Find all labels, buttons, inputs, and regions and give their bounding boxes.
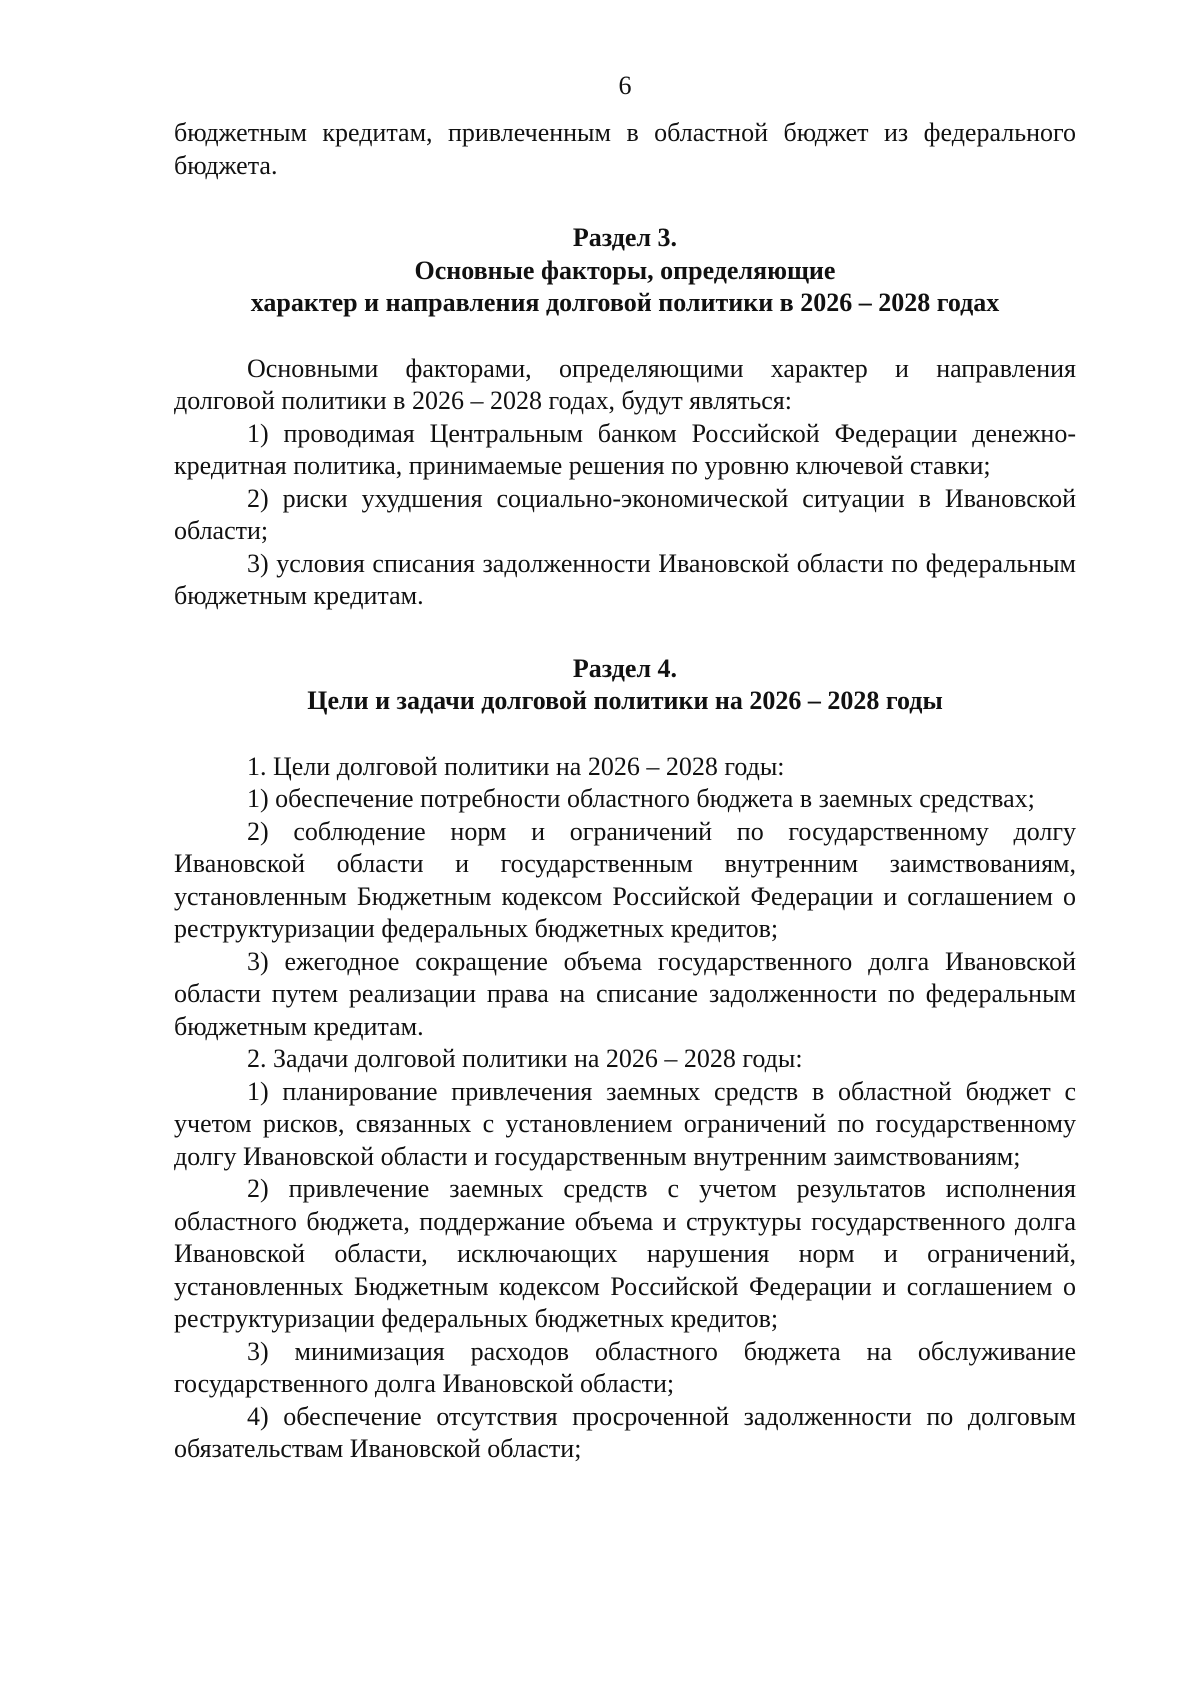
goal-item-3: 3) ежегодное сокращение объема государственного долга Ивановской области путем реализации права на списание задолженности по федеральным бюджетным кредитам. (174, 946, 1076, 1041)
section-4-title: Раздел 4. (572, 653, 678, 683)
goals-title: 1. Цели долговой политики на 2026 – 2028 годы: (247, 751, 785, 781)
section-4-heading (174, 653, 1076, 718)
section-3-item-2: 2) риски ухудшения социально-экономической ситуации в Ивановской области; (174, 483, 1076, 545)
continuation-paragraph: бюджетным кредитам, привлеченным в областной бюджет из федерального бюджета. (174, 118, 1076, 180)
section-3-intro: Основными факторами, определяющими характер и направления долговой политики в 2026 – 2028 годах, будут являться: (174, 353, 1076, 415)
goal-item-2: 2) соблюдение норм и ограничений по государственному долгу Ивановской области и государственным внутренним заимствованиям, установленным Бюджетным кодексом Российской Федерации и соглашением о реструктуризации федеральных бюджетных кредитов; (174, 816, 1076, 943)
page-number: 6 (618, 71, 632, 100)
tasks-title: 2. Задачи долговой политики на 2026 – 2028 годы: (247, 1044, 803, 1073)
task-item-1: 1) планирование привлечения заемных средств в областной бюджет с учетом рисков, связанных с установлением ограничений по государственному долгу Ивановской области и государственным внутренним заимствованиям; (174, 1076, 1076, 1171)
section-3-heading-line-2: характер и направления долговой политики в 2026 – 2028 годах (250, 288, 1000, 317)
section-3-heading (174, 222, 1076, 320)
task-item-4: 4) обеспечение отсутствия просроченной задолженности по долговым обязательствам Ивановской области; (174, 1401, 1076, 1463)
section-3-item-3: 3) условия списания задолженности Ивановской области по федеральным бюджетным кредитам. (174, 548, 1076, 610)
task-item-3: 3) минимизация расходов областного бюджета на обслуживание государственного долга Ивановской области; (174, 1336, 1076, 1398)
section-3-item-1: 1) проводимая Центральным банком Российской Федерации денежно-кредитная политика, принимаемые решения по уровню ключевой ставки; (174, 418, 1076, 480)
section-3-heading-line-1: Основные факторы, определяющие (414, 255, 836, 285)
document-body (174, 117, 1076, 1466)
goal-item-1: 1) обеспечение потребности областного бюджета в заемных средствах; (247, 784, 1035, 813)
section-4-heading-line: Цели и задачи долговой политики на 2026 – 2028 годы (307, 686, 943, 715)
section-3-title: Раздел 3. (572, 223, 678, 252)
task-item-2: 2) привлечение заемных средств с учетом результатов исполнения областного бюджета, поддержание объема и структуры государственного долга Ивановской области, исключающих нарушения норм и ограничений, установленных Бюджетным кодексом Российской Федерации и соглашением о реструктуризации федеральных бюджетных кредитов; (174, 1174, 1076, 1333)
